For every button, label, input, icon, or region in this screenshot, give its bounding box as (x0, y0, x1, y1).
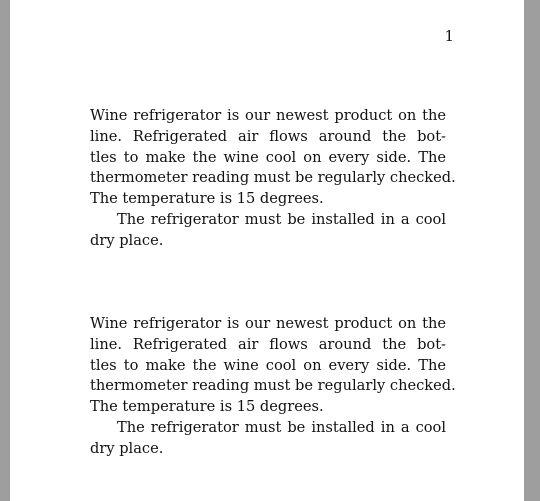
text-line: line. Refrigerated air flows around the bot- (90, 127, 446, 145)
text-line: line. Refrigerated air flows around the bot- (90, 335, 446, 353)
page-number: 1 (444, 27, 454, 45)
text-block (90, 106, 456, 252)
text-line: tles to make the wine cool on every side. The (90, 356, 446, 374)
text-line: The refrigerator must be installed in a cool (117, 210, 446, 228)
text-line: tles to make the wine cool on every side. The (90, 148, 446, 166)
text-line: thermometer reading must be regularly checked. (90, 377, 456, 395)
text-line: dry place. (90, 231, 164, 249)
text-line: The temperature is 15 degrees. (90, 190, 324, 208)
document-page (10, 0, 524, 501)
text-line: The temperature is 15 degrees. (90, 398, 324, 416)
text-line: Wine refrigerator is our newest product on the (90, 107, 446, 124)
text-line: The refrigerator must be installed in a cool (117, 418, 446, 436)
text-line: Wine refrigerator is our newest product on the (90, 315, 446, 332)
text-line: thermometer reading must be regularly checked. (90, 169, 456, 187)
text-line: dry place. (90, 439, 164, 457)
text-block (90, 314, 456, 460)
